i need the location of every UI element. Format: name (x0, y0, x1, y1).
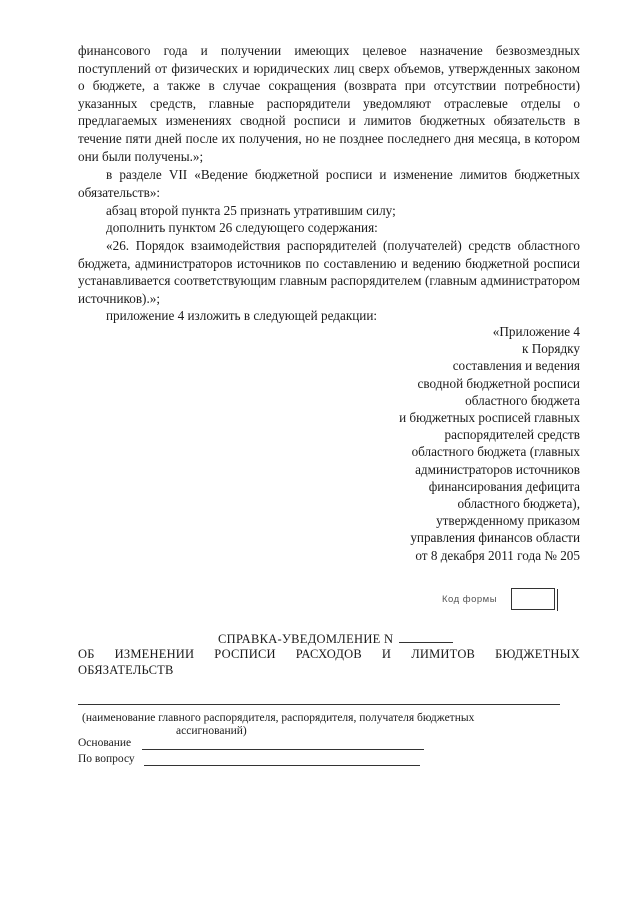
form-subtitle: ОБ ИЗМЕНЕНИИ РОСПИСИ РАСХОДОВ И ЛИМИТОВ БЮДЖЕТНЫХ (78, 647, 580, 661)
paragraph-item-26-intro: дополнить пунктом 26 следующего содержания: (106, 220, 378, 235)
appendix-line: составления и ведения (452, 358, 580, 374)
paragraph-item-26-text: «26. Порядок взаимодействия распорядителей (получателей) средств областного бюджета, администраторов источников по составлению и ведению бюджетной росписи устанавливается соответствующим главным распорядителем (главным администратором источников).»; (78, 238, 580, 306)
appendix-line: к Порядку (521, 341, 580, 357)
appendix-line: областного бюджета (главных (411, 444, 580, 460)
basis-field (78, 737, 131, 749)
question-field (78, 753, 135, 765)
appendix-line: «Приложение 4 (492, 324, 580, 339)
appendix-line: от 8 декабря 2011 года № 205 (415, 547, 580, 563)
form-title-text: СПРАВКА-УВЕДОМЛЕНИЕ N (218, 632, 394, 646)
paragraph-item-25: абзац второй пункта 25 признать утратившим силу; (106, 203, 396, 218)
appendix-line: областного бюджета), (457, 496, 580, 512)
appendix-line: распорядителей средств (444, 427, 580, 443)
name-underline (78, 704, 560, 705)
paragraph-appendix-4: приложение 4 изложить в следующей редакции: (106, 308, 378, 323)
basis-underline (142, 749, 424, 750)
appendix-line: управления финансов области (410, 530, 580, 546)
name-caption-line: (наименование главного распорядителя, распорядителя, получателя бюджетных (82, 712, 475, 724)
appendix-line: и бюджетных росписей главных (399, 410, 580, 426)
appendix-header (320, 323, 580, 564)
basis-label: Основание (78, 737, 132, 749)
paragraph-section-vii: в разделе VII «Ведение бюджетной росписи и изменение лимитов бюджетных обязательств»: (78, 167, 580, 200)
appendix-line: администраторов источников (415, 461, 580, 477)
question-label: По вопросу (78, 753, 135, 765)
question-underline (144, 765, 420, 766)
name-caption (82, 712, 542, 738)
form-code-label: Код формы (442, 594, 498, 605)
form-number-blank (399, 631, 453, 643)
form-code-box (511, 588, 555, 610)
appendix-line: сводной бюджетной росписи (417, 375, 580, 391)
name-caption-line: ассигнований) (176, 725, 247, 737)
paragraph-financial-year: финансового года и получении имеющих целевое назначение безвозмездных поступлений от физических и юридических лиц сверх объемов, утвержденных законом о бюджете, а также в случае сокращения (возврата при отсутствии потребности) указанных средств, главные распорядители уведомляют отраслевые отделы о предлагаемых изменениях сводной росписи и лимитов бюджетных обязательств в течение пяти дней после их получения, но не позднее последнего дня месяца, в котором они были получены.»; (78, 43, 580, 164)
appendix-line: финансирования дефицита (428, 478, 580, 494)
form-title (218, 631, 453, 647)
appendix-line: областного бюджета (465, 392, 580, 408)
appendix-line: утвержденному приказом (436, 513, 580, 529)
form-subtitle-continued: ОБЯЗАТЕЛЬСТВ (78, 663, 174, 677)
